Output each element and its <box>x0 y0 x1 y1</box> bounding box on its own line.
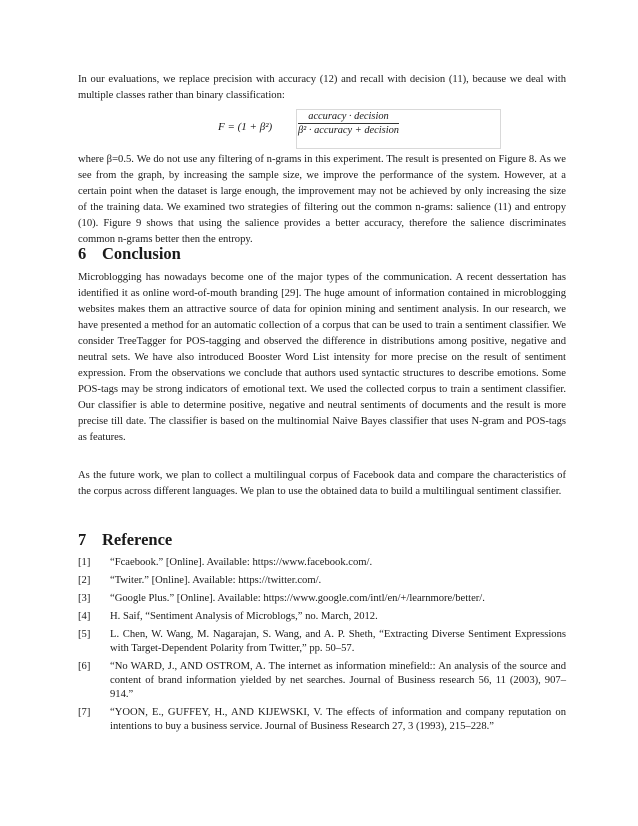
reference-text: “YOON, E., GUFFEY, H., AND KIJEWSKI, V. The effects of information and company reputation on intentions to buy a business service. Journal of Business Research 27, 3 (1993), 215–228.” <box>110 707 566 732</box>
reference-list <box>78 556 566 738</box>
reference-text: H. Saif, “Sentiment Analysis of Microblogs,” no. March, 2012. <box>110 611 378 622</box>
reference-number: [1] <box>78 557 91 568</box>
reference-item <box>78 628 566 656</box>
reference-number: [7] <box>78 707 91 718</box>
paragraph-future-work: As the future work, we plan to collect a multilingual corpus of Facebook data and compare the characteristics of the corpus across different languages. We plan to use the obtained data to build a multilingual sentiment classifier. <box>78 470 566 497</box>
reference-number: [2] <box>78 575 91 586</box>
reference-text: “Google Plus.” [Online]. Available: https://www.google.com/intl/en/+/learnmore/better/. <box>110 593 485 604</box>
paragraph-results: where β=0.5. We do not use any filtering of n-grams in this experiment. The result is presented on Figure 8. As we see from the graph, by increasing the sample size, we improve the performance of the system. However, at a certain point when the dataset is large enough, the improvement may not be achieved by only increasing the size of the training data. We examined two strategies of filtering out the common n-grams: salience (11) and entropy (10). Figure 9 shows that using the salience provides a better accuracy, therefore the salience discriminates common n-grams better then the entropy. <box>78 154 566 245</box>
formula-denominator: β² · accuracy + decision <box>298 125 399 136</box>
section-title: Reference <box>102 530 173 549</box>
section-number: 6 <box>78 244 87 263</box>
reference-text: “Fcaebook.” [Online]. Available: https://www.facebook.com/. <box>110 557 373 568</box>
reference-item <box>78 660 566 702</box>
reference-item <box>78 592 566 606</box>
reference-item <box>78 610 566 624</box>
formula-lhs: F = (1 + β²) <box>218 121 273 133</box>
reference-item <box>78 556 566 570</box>
reference-number: [6] <box>78 661 91 672</box>
f-measure-formula <box>218 111 498 147</box>
reference-text: “No WARD, J., AND OSTROM, A. The internet as information minefield:: An analysis of the source and content of brand information yielded by net searches. Journal of Business research 56, 11 (2003), 907–914.” <box>110 661 566 700</box>
formula-fraction <box>298 111 399 136</box>
section-heading-reference <box>78 530 172 550</box>
reference-item <box>78 574 566 588</box>
section-number: 7 <box>78 530 87 549</box>
reference-item <box>78 706 566 734</box>
paragraph-conclusion: Microblogging has nowadays become one of the major types of the communication. A recent dessertation has identified it as online word-of-mouth branding [29]. The huge amount of information contained in microblogging websites makes them an attractive source of data for opinion mining and sentiment analysis. In our research, we have presented a method for an automatic collection of a corpus that can be used to train a sentiment classifier. We consider TreeTagger for POS-tagging and observed the difference in distributions among positive, negative and neutral sets. We have also introduced Booster Word List intensity for more precise on the result of sentiment expression. From the observations we conclude that authors used syntactic structures to describe emotions. Some POS-tags may be strong indicators of emotional text. We used the collected corpus to train a sentiment classifier. Our classifier is able to determine positive, negative and neutral sentiments of documents and the result is more precise till date. The classifier is based on the multinomial Naive Bayes classifier that uses N-gram and POS-tags as features. <box>78 272 566 443</box>
formula-numerator: accuracy · decision <box>308 111 389 122</box>
reference-text: L. Chen, W. Wang, M. Nagarajan, S. Wang, and A. P. Sheth, “Extracting Diverse Sentiment Expressions with Target-Dependent Polarity from Twitter,” pp. 50–57. <box>110 629 566 654</box>
reference-number: [3] <box>78 593 91 604</box>
reference-number: [5] <box>78 629 91 640</box>
reference-number: [4] <box>78 611 91 622</box>
reference-text: “Twiter.” [Online]. Available: https://twitter.com/. <box>110 575 322 586</box>
paragraph-evaluation: In our evaluations, we replace precision with accuracy (12) and recall with decision (11), because we deal with multiple classes rather than binary classification: <box>78 74 566 101</box>
section-title: Conclusion <box>102 244 181 263</box>
section-heading-conclusion <box>78 244 181 264</box>
